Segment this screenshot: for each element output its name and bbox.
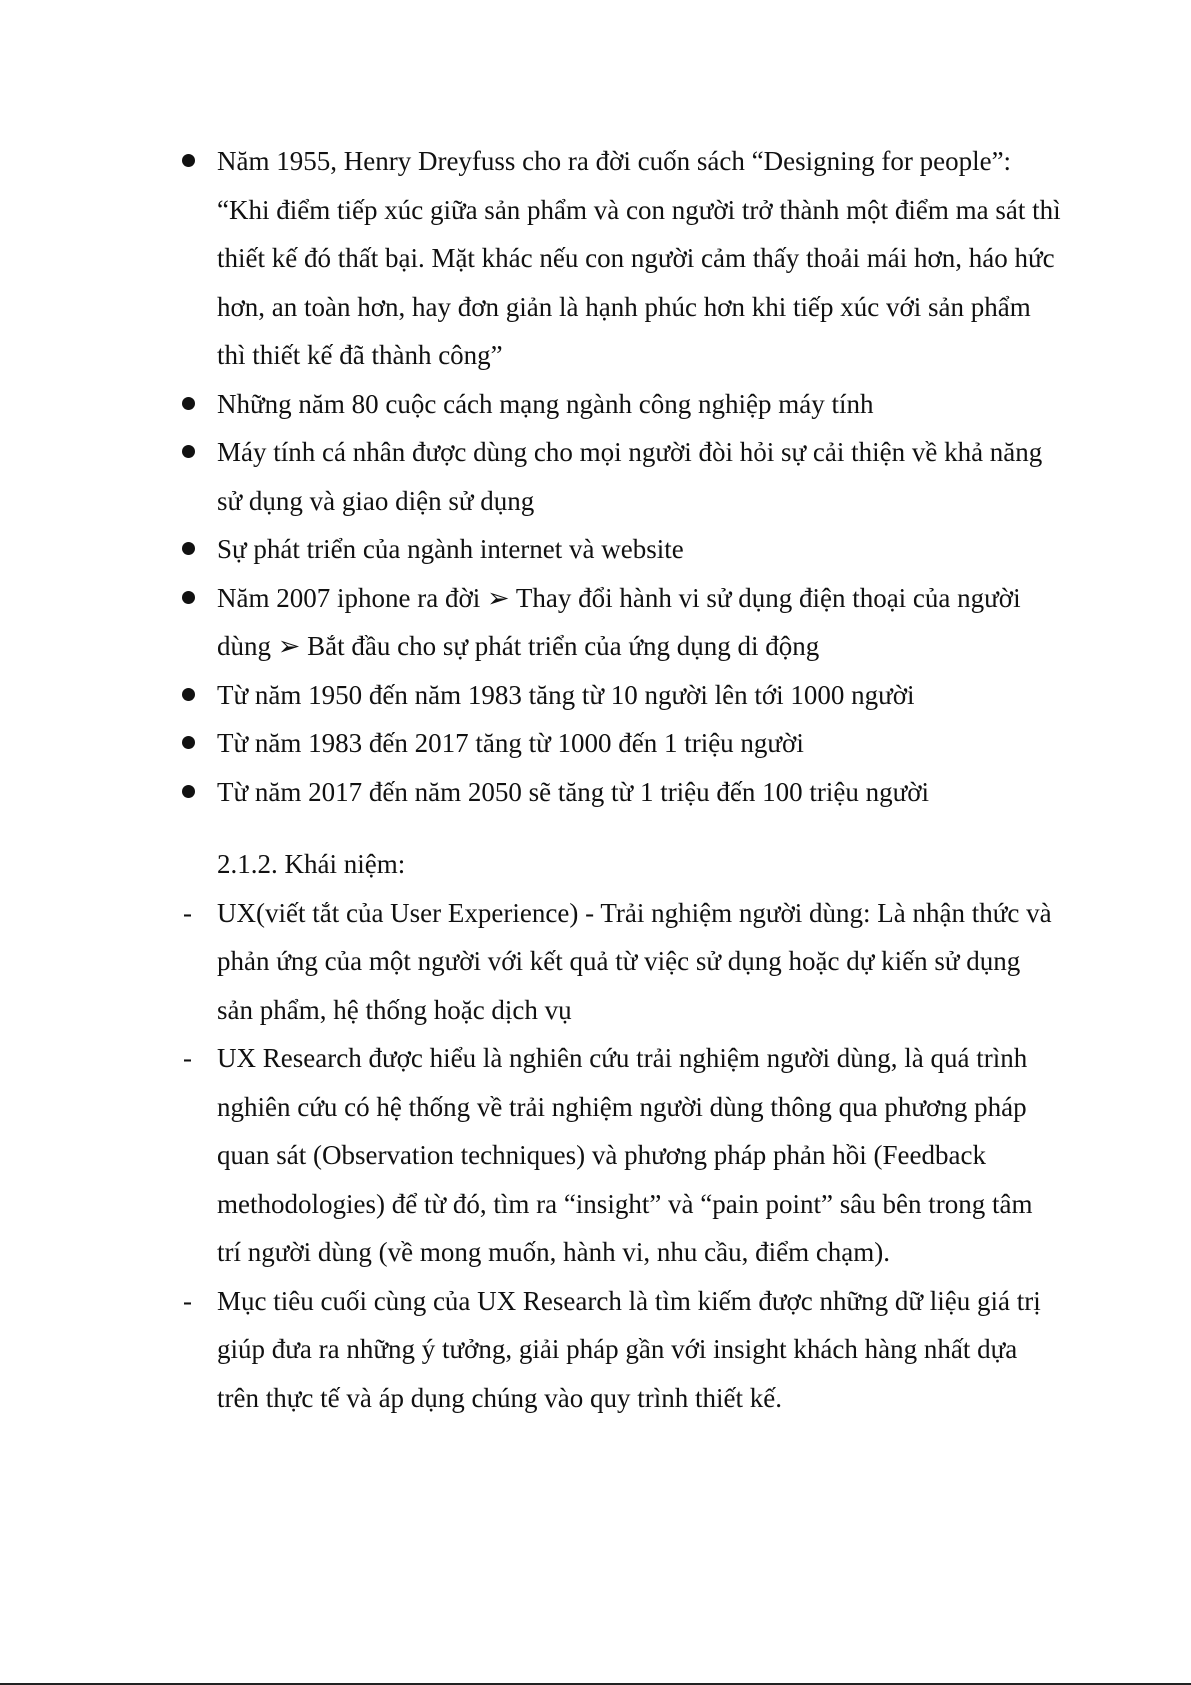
dash-marker: - (183, 1043, 192, 1073)
dash-text: UX Research được hiểu là nghiên cứu trải nghiệm người dùng, là quá trình nghiên cứu có hệ thống về trải nghiệm người dùng thông qua phương pháp quan sát (Observation techniques) và phương pháp phản hồi (Feedback methodologies) để từ đó, tìm ra “insight” và “pain point” sâu bên trong tâm trí người dùng (về mong muốn, hành vi, nhu cầu, điểm chạm). (217, 1043, 1033, 1267)
bullet-dot-icon (182, 154, 195, 167)
bullet-text: Sự phát triển của ngành internet và website (217, 534, 684, 564)
bullet-item (181, 768, 1061, 817)
dash-item (181, 1034, 1061, 1277)
bullet-dot-icon (182, 785, 195, 798)
dash-item (181, 889, 1061, 1035)
bullet-text: Từ năm 2017 đến năm 2050 sẽ tăng từ 1 triệu đến 100 triệu người (217, 776, 930, 807)
bullet-marker (181, 137, 211, 186)
bullet-text: Từ năm 1950 đến năm 1983 tăng từ 10 người lên tới 1000 người (217, 679, 915, 710)
bullet-item (181, 428, 1061, 525)
bullet-marker (181, 380, 211, 429)
bullet-item (181, 137, 1061, 380)
bullet-dot-icon (182, 397, 195, 410)
section-spacer (181, 816, 1061, 840)
bullet-text: Năm 1955, Henry Dreyfuss cho ra đời cuốn sách “Designing for people”: “Khi điểm tiếp xúc giữa sản phẩm và con người trở thành một điểm ma sát thì thiết kế đó thất bại. Mặt khác nếu con người cảm thấy thoải mái hơn, háo hức hơn, an toàn hơn, hay đơn giản là hạnh phúc hơn khi tiếp xúc với sản phẩm thì thiết kế đã thành công” (217, 146, 1061, 370)
bullet-dot-icon (182, 736, 195, 749)
bullet-item (181, 380, 1061, 429)
dash-text: Mục tiêu cuối cùng của UX Research là tìm kiếm được những dữ liệu giá trị giúp đưa ra những ý tưởng, giải pháp gần với insight khách hàng nhất dựa trên thực tế và áp dụng chúng vào quy trình thiết kế. (217, 1285, 1041, 1413)
history-bullet-list (181, 137, 1061, 816)
bullet-marker (181, 525, 211, 574)
section-heading: 2.1.2. Khái niệm: (217, 849, 406, 879)
bullet-marker (181, 768, 211, 817)
bullet-text: Từ năm 1983 đến 2017 tăng từ 1000 đến 1 triệu người (217, 728, 804, 758)
bullet-text: Năm 2007 iphone ra đời ➢ Thay đổi hành vi sử dụng điện thoại của người dùng ➢ Bắt đầu cho sự phát triển của ứng dụng di động (217, 582, 1021, 661)
concept-dash-list (181, 889, 1061, 1423)
bullet-dot-icon (182, 591, 195, 604)
bullet-item (181, 574, 1061, 671)
bullet-dot-icon (182, 542, 195, 555)
dash-marker: - (183, 1285, 192, 1316)
bullet-dot-icon (182, 688, 195, 701)
bullet-item (181, 671, 1061, 720)
bullet-marker (181, 719, 211, 768)
bullet-text: Những năm 80 cuộc cách mạng ngành công nghiệp máy tính (217, 388, 874, 419)
bullet-dot-icon (182, 445, 195, 458)
dash-text: UX(viết tắt của User Experience) - Trải nghiệm người dùng: Là nhận thức và phản ứng của một người với kết quả từ việc sử dụng hoặc dự kiến sử dụng sản phẩm, hệ thống hoặc dịch vụ (217, 897, 1052, 1025)
bullet-item (181, 525, 1061, 574)
page-content (181, 137, 1061, 1422)
dash-item (181, 1277, 1061, 1423)
bullet-marker (181, 428, 211, 477)
dash-marker: - (183, 897, 192, 928)
bullet-marker (181, 574, 211, 623)
bullet-text: Máy tính cá nhân được dùng cho mọi người đòi hỏi sự cải thiện về khả năng sử dụng và giao diện sử dụng (217, 437, 1043, 516)
bullet-item (181, 719, 1061, 768)
bullet-marker (181, 671, 211, 720)
